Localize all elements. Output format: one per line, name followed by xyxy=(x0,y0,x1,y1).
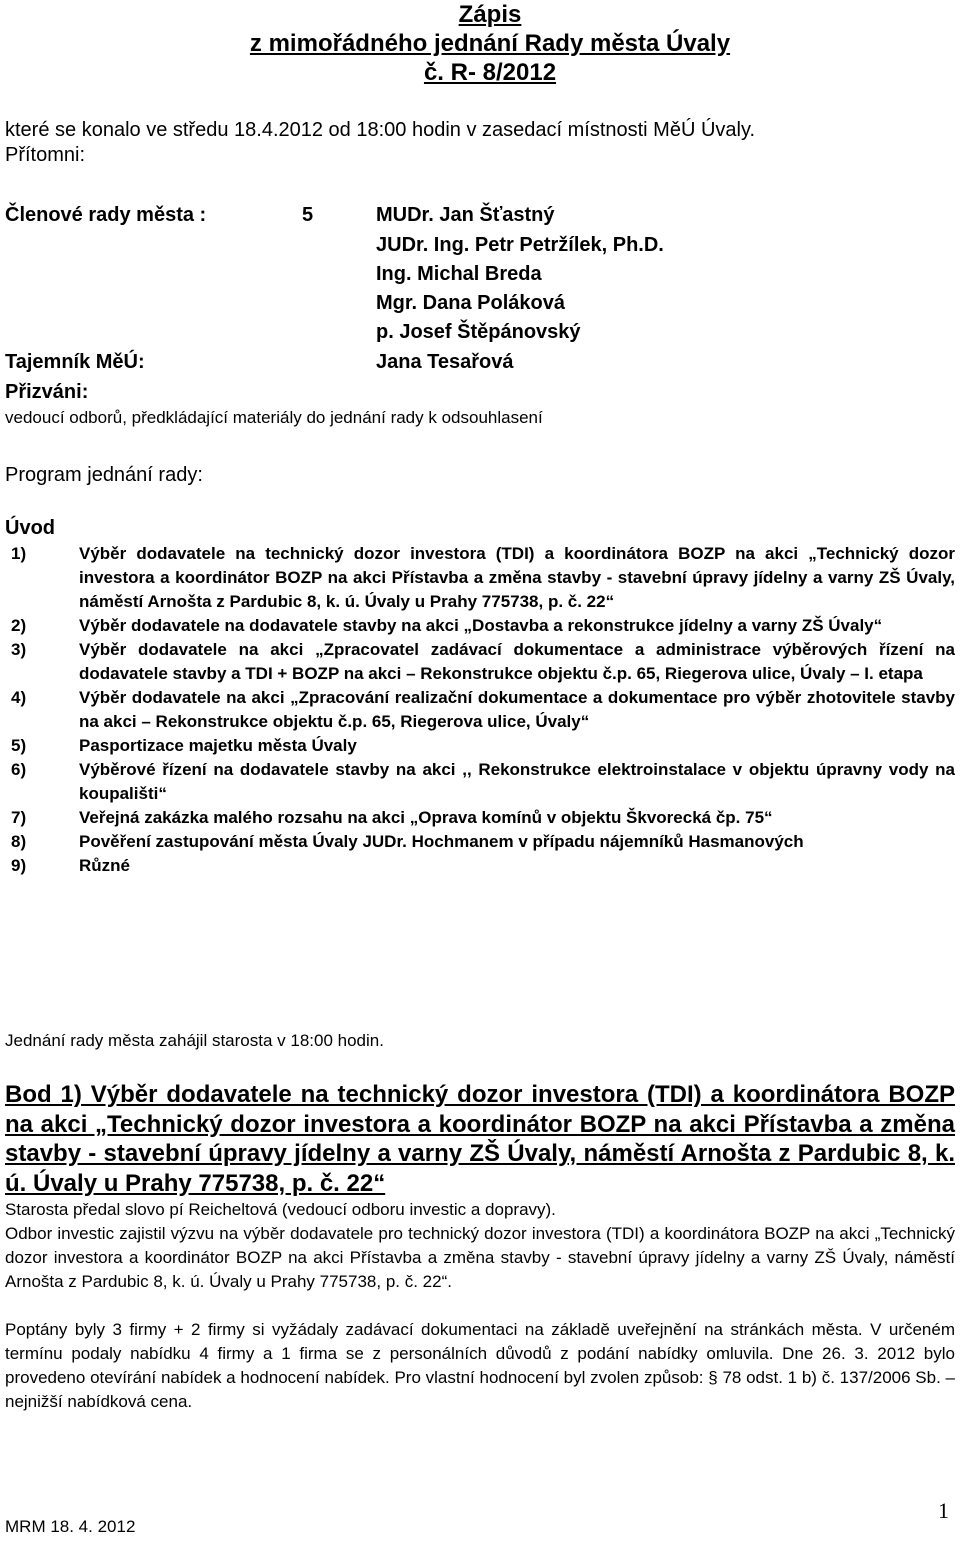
secretary-name: Jana Tesařová xyxy=(376,351,514,373)
agenda-item-number: 2) xyxy=(11,616,27,635)
agenda-item-text: Výběr dodavatele na technický dozor investora (TDI) a koordinátora BOZP na akci „Technický dozor investora a koordinátor BOZP na akci Přístavba a změna stavby - stavební úpravy jídelny a varny ZŠ Úvaly, náměstí Arnošta z Pardubic 8, k. ú. Úvaly u Prahy 775738, p. č. 22“ xyxy=(79,544,955,611)
invited-text: vedoucí odborů, předkládající materiály do jednání rady k odsouhlasení xyxy=(5,408,543,427)
doc-title-line2: z mimořádného jednání Rady města Úvaly xyxy=(249,30,731,57)
agenda-item-text: Pasportizace majetku města Úvaly xyxy=(79,736,357,755)
agenda-item xyxy=(5,542,955,614)
member-name: Mgr. Dana Poláková xyxy=(376,292,565,314)
opening-text: Jednání rady města zahájil starosta v 18:00 hodin. xyxy=(5,1031,384,1050)
present-label: Přítomni: xyxy=(5,144,86,166)
page-number: 1 xyxy=(938,1498,949,1523)
member-name: p. Josef Štěpánovský xyxy=(376,321,581,343)
bod1-heading: Bod 1) Výběr dodavatele na technický dozor investora (TDI) a koordinátora BOZP na akci „Technický dozor investora a koordinátor BOZP na akci Přístavba a změna stavby - stavební úpravy jídelny a varny ZŠ Úvaly, náměstí Arnošta z Pardubic 8, k. ú. Úvaly u Prahy 775738, p. č. 22“ xyxy=(5,1081,955,1197)
doc-title-line3: č. R- 8/2012 xyxy=(423,59,557,86)
agenda-item-number: 9) xyxy=(11,856,27,875)
member-name: Ing. Michal Breda xyxy=(376,263,542,285)
bod1-paragraph: Poptány byly 3 firmy + 2 firmy si vyžádaly zadávací dokumentaci na základě uveřejnění na stránkách města. V určeném termínu podaly nabídku 4 firmy a 1 firma se z personálních důvodů z podání nabídky omluvila. Dne 26. 3. 2012 bylo provedeno otevírání nabídek a hodnocení nabídek. Pro vlastní hodnocení byl zvolen způsob: § 78 odst. 1 b) č. 137/2006 Sb. – nejnižší nabídková cena. xyxy=(5,1320,955,1411)
member-name: MUDr. Jan Šťastný xyxy=(376,204,555,226)
members-count: 5 xyxy=(302,204,314,226)
agenda-item xyxy=(5,758,955,806)
secretary-label: Tajemník MěÚ: xyxy=(5,351,145,373)
agenda-item-number: 1) xyxy=(11,544,27,563)
program-intro: Úvod xyxy=(5,517,55,539)
member-name: JUDr. Ing. Petr Petržílek, Ph.D. xyxy=(376,234,664,256)
agenda-item xyxy=(5,806,955,830)
agenda-list xyxy=(5,542,955,878)
agenda-item-text: Pověření zastupování města Úvaly JUDr. Hochmanem v případu nájemníků Hasmanových xyxy=(79,832,804,851)
agenda-item-text: Veřejná zakázka malého rozsahu na akci „Oprava komínů v objektu Škvorecká čp. 75“ xyxy=(79,808,773,827)
bod1-paragraph: Starosta předal slovo pí Reicheltová (vedoucí odboru investic a dopravy). xyxy=(5,1200,556,1219)
agenda-item-text: Výběrové řízení na dodavatele stavby na akci ,, Rekonstrukce elektroinstalace v objektu úpravny vody na koupališti“ xyxy=(79,760,955,803)
footer-date: MRM 18. 4. 2012 xyxy=(5,1517,136,1536)
agenda-item-text: Různé xyxy=(79,856,130,875)
agenda-item-number: 4) xyxy=(11,688,27,707)
agenda-item-number: 3) xyxy=(11,640,27,659)
agenda-item-text: Výběr dodavatele na dodavatele stavby na akci „Dostavba a rekonstrukce jídelny a varny ZŠ Úvaly“ xyxy=(79,616,883,635)
agenda-item xyxy=(5,614,955,638)
bod1-paragraph: Odbor investic zajistil výzvu na výběr dodavatele pro technický dozor investora (TDI) a koordinátora BOZP na akci „Technický dozor investora a koordinátor BOZP na akci Přístavba a změna stavby - stavební úpravy jídelny a varny ZŠ Úvaly, náměstí Arnošta z Pardubic 8, k. ú. Úvaly u Prahy 775738, p. č. 22“. xyxy=(5,1224,955,1291)
agenda-item xyxy=(5,854,955,878)
agenda-item xyxy=(5,638,955,686)
agenda-item-number: 6) xyxy=(11,760,27,779)
agenda-item-number: 8) xyxy=(11,832,27,851)
program-heading: Program jednání rady: xyxy=(5,464,203,486)
meeting-info: které se konalo ve středu 18.4.2012 od 18:00 hodin v zasedací místnosti MěÚ Úvaly. xyxy=(5,119,756,141)
agenda-item-number: 7) xyxy=(11,808,27,827)
agenda-item-number: 5) xyxy=(11,736,27,755)
doc-title-line1: Zápis xyxy=(458,1,522,28)
invited-label: Přizváni: xyxy=(5,381,89,403)
agenda-item xyxy=(5,686,955,734)
members-label: Členové rady města : xyxy=(5,204,207,226)
agenda-item xyxy=(5,734,955,758)
agenda-item xyxy=(5,830,955,854)
agenda-item-text: Výběr dodavatele na akci „Zpracování realizační dokumentace a dokumentace pro výběr zhotovitele stavby na akci – Rekonstrukce objektu č.p. 65, Riegerova ulice, Úvaly“ xyxy=(79,688,955,731)
agenda-item-text: Výběr dodavatele na akci „Zpracovatel zadávací dokumentace a administrace výběrových řízení na dodavatele stavby a TDI + BOZP na akci – Rekonstrukce objektu č.p. 65, Riegerova ulice, Úvaly – I. etapa xyxy=(79,640,955,683)
